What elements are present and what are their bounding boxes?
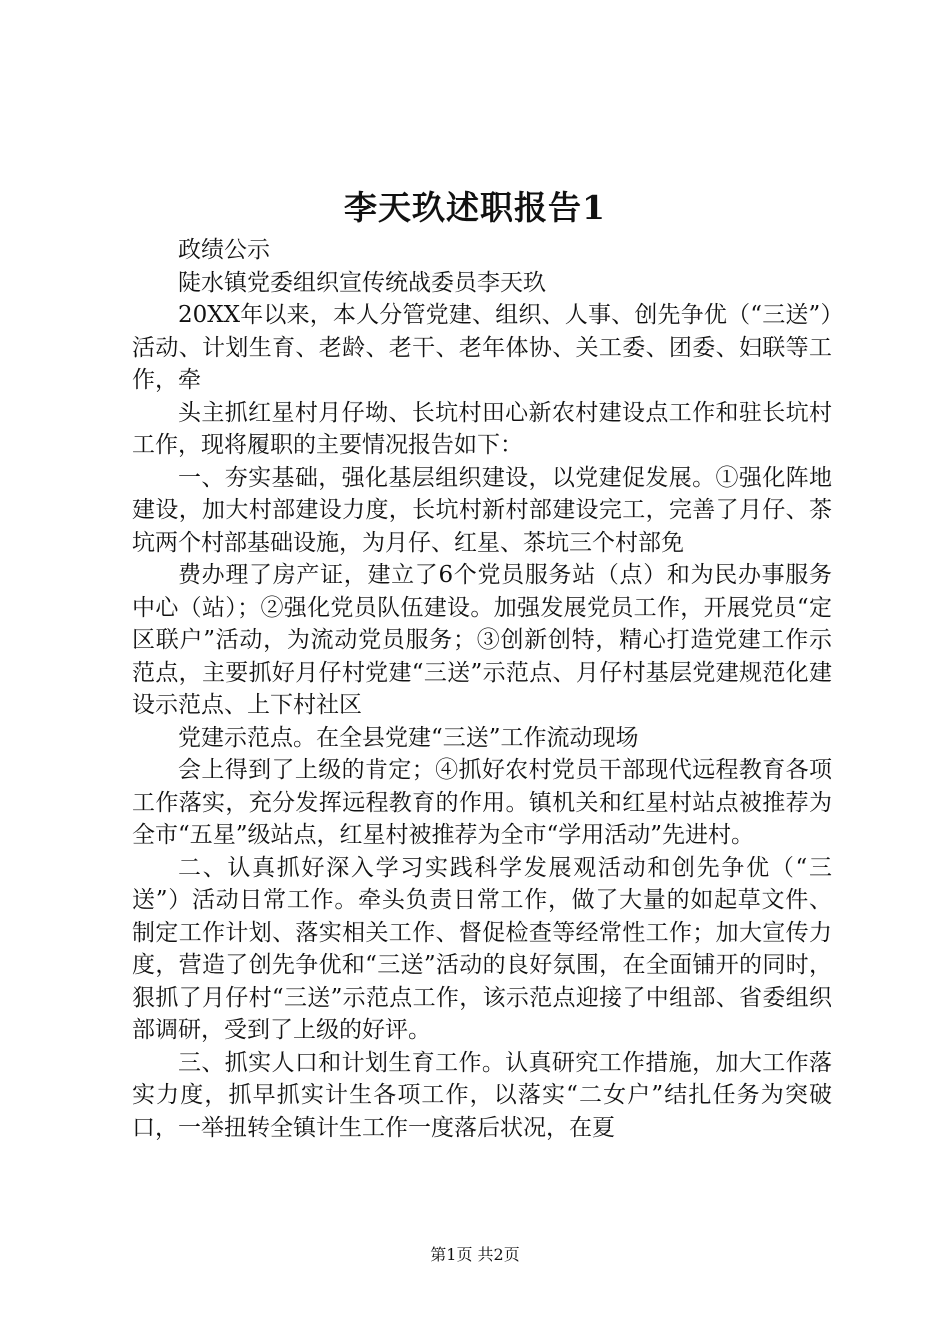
paragraph: 三、抓实人口和计划生育工作。认真研究工作措施，加大工作落实力度，抓早抓实计生各项工作，以落实“二女户”结扎任务为突破口，一举扭转全镇计生工作一度落后状况，在夏 [132, 1049, 832, 1141]
paragraph: 头主抓红星村月仔坳、长坑村田心新农村建设点工作和驻长坑村工作，现将履职的主要情况报告如下： [132, 399, 832, 458]
page-number-footer: 第1页 共2页 [430, 1245, 520, 1264]
paragraph: 费办理了房产证，建立了6个党员服务站（点）和为民办事服务中心（站）；②强化党员队伍建设。加强发展党员工作，开展党员“定区联户”活动，为流动党员服务；③创新创特，精心打造党建工作示范点，主要抓好月仔村党建“三送”示范点、月仔村基层党建规范化建设示范点、上下村社区 [132, 562, 832, 718]
paragraph-heading-label: 政绩公示 [178, 237, 270, 263]
paragraph: 20XX年以来，本人分管党建、组织、人事、创先争优（“三送”）活动、计划生育、老龄、老干、老年体协、关工委、团委、妇联等工作，牵 [132, 302, 832, 393]
paragraph-author-line: 陡水镇党委组织宣传统战委员李天玖 [178, 269, 546, 296]
paragraph: 二、认真抓好深入学习实践科学发展观活动和创先争优（“三送”）活动日常工作。牵头负责日常工作，做了大量的如起草文件、制定工作计划、落实相关工作、督促检查等经常性工作；加大宣传力度，营造了创先争优和“三送”活动的良好氛围，在全面铺开的同时，狠抓了月仔村“三送”示范点工作，该示范点迎接了中组部、省委组织部调研，受到了上级的好评。 [132, 854, 832, 1043]
paragraph: 会上得到了上级的肯定；④抓好农村党员干部现代远程教育各项工作落实，充分发挥远程教育的作用。镇机关和红星村站点被推荐为全市“五星”级站点，红星村被推荐为全市“学用活动”先进村。 [132, 757, 832, 848]
paragraph: 党建示范点。在全县党建“三送”工作流动现场 [178, 724, 639, 751]
paragraph: 一、夯实基础，强化基层组织建设，以党建促发展。①强化阵地建设，加大村部建设力度，长坑村新村部建设完工，完善了月仔、茶坑两个村部基础设施，为月仔、红星、茶坑三个村部免 [132, 464, 832, 556]
document-title: 李天玖述职报告1 [344, 188, 606, 227]
document-body [132, 234, 832, 1144]
